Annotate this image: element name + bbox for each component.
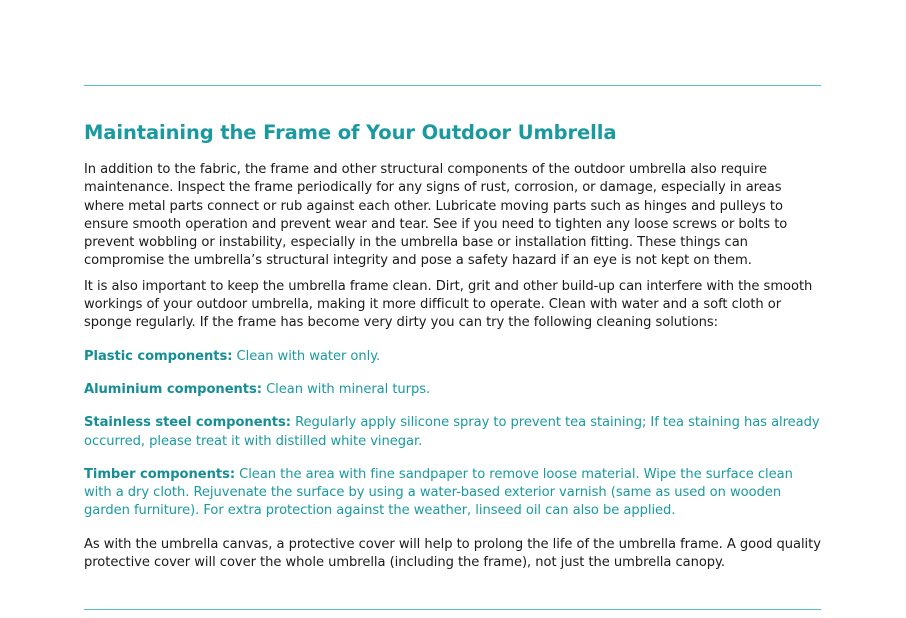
section-heading: Maintaining the Frame of Your Outdoor Umbrella — [84, 121, 617, 144]
component-text: Clean the area with fine sandpaper to remove loose material. Wipe the surface clean with a dry cloth. Rejuvenate the surface by using a water-based exterior varnish (same as used on wooden garden furniture). For extra protection against the weather, linseed oil can also be applied. — [84, 466, 793, 519]
timber-components-item — [84, 466, 824, 521]
closing-paragraph: As with the umbrella canvas, a protective cover will help to prolong the life of the umbrella frame. A good quality protective cover will cover the whole umbrella (including the frame), not just the umbrella canopy. — [84, 536, 821, 571]
component-label: Plastic components: — [84, 348, 233, 364]
intro-paragraph: In addition to the fabric, the frame and other structural components of the outdoor umbrella also require maintenance. Inspect the frame periodically for any signs of rust, corrosion, or damage, especially in areas where metal parts connect or rub against each other. Lubricate moving parts such as hinges and pulleys to ensure smooth operation and prevent wear and tear. See if you need to tighten any loose screws or bolts to prevent wobbling or instability, especially in the umbrella base or installation fitting. These things can compromise the umbrella’s structural integrity and pose a safety hazard if an eye is not kept on them. — [84, 162, 788, 269]
component-text: Clean with water only. — [232, 348, 381, 364]
aluminium-components-item — [84, 381, 824, 399]
component-label: Stainless steel components: — [84, 415, 291, 431]
article — [84, 119, 824, 579]
bottom-divider — [84, 609, 821, 610]
component-text: Regularly apply silicone spray to prevent tea staining; If tea staining has already occurred, please treat it with distilled white vinegar. — [84, 415, 820, 449]
plastic-components-item — [84, 348, 824, 366]
component-text: Clean with mineral turps. — [261, 381, 431, 397]
stainless-steel-components-item — [84, 414, 824, 451]
cleaning-paragraph: It is also important to keep the umbrella frame clean. Dirt, grit and other build-up can interfere with the smooth workings of your outdoor umbrella, making it more difficult to operate. Clean with water and a soft cloth or sponge regularly. If the frame has become very dirty you can try the following cleaning solutions: — [84, 278, 813, 331]
component-label: Timber components: — [84, 466, 236, 482]
top-divider — [84, 85, 821, 86]
component-label: Aluminium components: — [84, 381, 262, 397]
